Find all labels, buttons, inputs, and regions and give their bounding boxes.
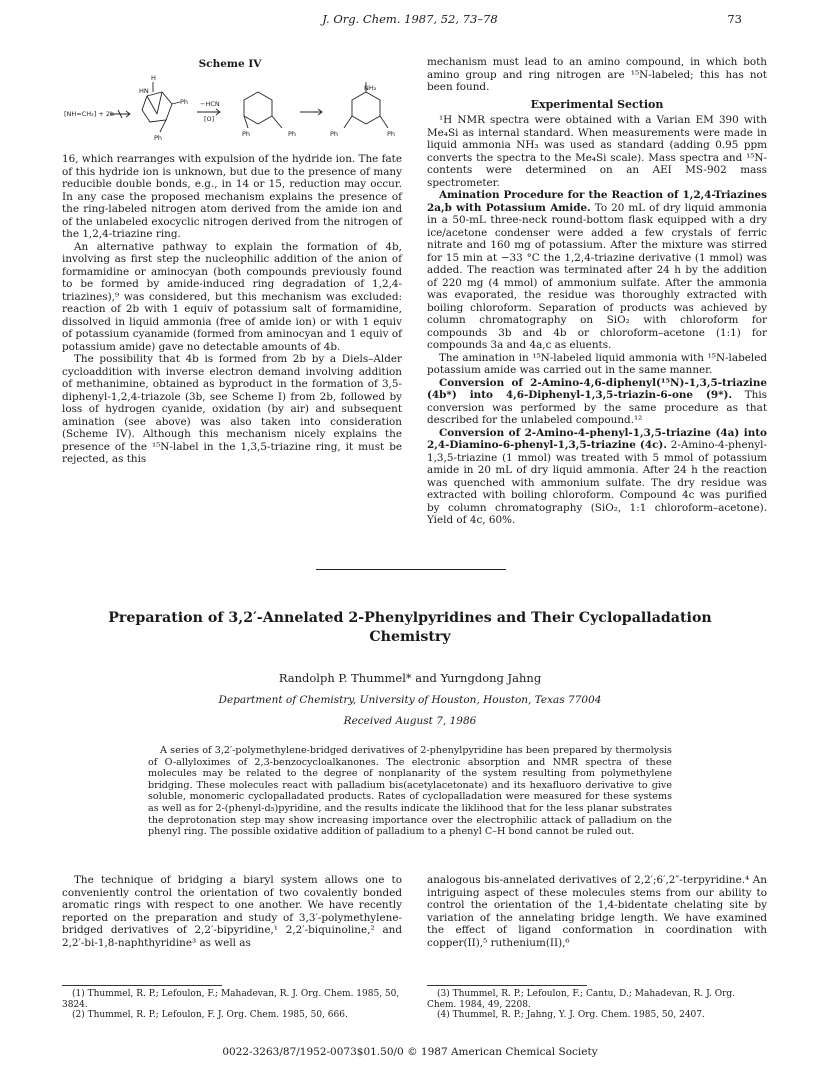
footnote: (4) Thummel, R. P.; Jahng, Y. J. Org. Chem. 1985, 50, 2407. [437, 1010, 705, 1021]
footnotes-left [62, 989, 402, 1021]
footnote: (3) Thummel, R. P.; Lefoulon, F.; Cantu, D.; Mahadevan, R. J. Org. Chem. 1984, 49, 2208. [427, 989, 736, 1010]
run-in-heading: Conversion of 2-Amino-4-phenyl-1,3,5-triazine (4a) into 2,4-Diamino-6-phenyl-1,3,5-triazine (4c). [427, 426, 767, 451]
section-heading: Experimental Section [530, 97, 664, 111]
paragraph: The technique of bridging a biaryl system allows one to conveniently control the orientation of two covalently bonded aromatic rings with respect to one another. We have recently reported on the preparation and study of 3,3′-polymethylene-bridged derivatives of 2,2′-bipyridine,¹ 2,2′-biquinoline,² and 2,2′-bi-1,8-naphthyridine³ as well as [62, 874, 402, 949]
paragraph [427, 189, 767, 352]
paragraph: 16, which rearranges with expulsion of the hydride ion. The fate of this hydride ion is unknown, but due to the presence of many reducible double bonds, e.g., in 14 or 15, reduction may occur. In any case the proposed mechanism explains the presence of the ring-labeled nitrogen atom derived from the amide ion and of the unlabeled exocyclic nitrogen derived from the nitrogen of the 1,2,4-triazine ring. [62, 153, 402, 240]
run-in-heading: Amination Procedure for the Reaction of 1,2,4-Triazines 2a,b with Potassium Amide. [427, 189, 767, 214]
footnotes-right [427, 989, 767, 1021]
paragraph [427, 377, 767, 427]
scheme-reactant-label: [NH=CH₂] + 2b [64, 110, 115, 118]
scheme-ph-label: Ph [242, 130, 251, 138]
footnote: (1) Thummel, R. P.; Lefoulon, F.; Mahadevan, R. J. Org. Chem. 1985, 50, 3824. [62, 989, 400, 1010]
scheme-title: Scheme IV [198, 58, 262, 70]
scheme-hn-label: HN [139, 87, 149, 95]
section-divider [316, 569, 506, 570]
page-number: 73 [727, 12, 742, 26]
footnote-rule [62, 985, 222, 986]
abstract [148, 745, 672, 838]
right-column-text [427, 56, 767, 527]
scheme-ph-label: Ph [288, 130, 297, 138]
footnote-rule [427, 985, 587, 986]
scheme-h-label: H [151, 74, 156, 82]
paragraph-body: This conversion was performed by the same procedure as that described for the unlabeled compound.¹² [427, 389, 767, 426]
run-in-heading: Conversion of 2-Amino-4,6-diphenyl(¹⁵N)-1,3,5-triazine (4b*) into 4,6-Diphenyl-1,3,5-triazin-6-one (9*). [427, 376, 767, 401]
paragraph [427, 427, 767, 527]
received-date: Received August 7, 1986 [343, 715, 477, 727]
paragraph-body: 2-Amino-4-phenyl-1,3,5-triazine (1 mmol) was treated with 5 mmol of potassium amide in 20 mL of dry liquid ammonia. After 24 h the reaction was quenched with ammonium sulfate. The dry residue was extracted with boiling chloroform. Compound 4c was purified by column chromatography (SiO₂, 1:1 chloroform–acetone). Yield of 4c, 60%. [427, 439, 767, 526]
body-left [62, 874, 402, 949]
paragraph: The possibility that 4b is formed from 2b by a Diels–Alder cycloaddition with inverse electron demand involving addition of methanimine, obtained as byproduct in the formation of 3,5-diphenyl-1,2,4-triazole (3b, see Scheme I) from 2b, followed by loss of hydrogen cyanide, oxidation (by air) and subsequent amination (see above) was also taken into consideration (Scheme IV). Although this mechanism nicely explains the presence of the ¹⁵N-label in the 1,3,5-triazine ring, it must be rejected, as this [62, 353, 402, 465]
scheme-step1-label: −HCN [200, 100, 220, 108]
scheme-ph-label: Ph [387, 130, 396, 138]
scheme-ph-label: Ph [330, 130, 339, 138]
paragraph: The amination in ¹⁵N-labeled liquid ammonia with ¹⁵N-labeled potassium amide was carried out in the same manner. [427, 351, 767, 376]
abstract-text: A series of 3,2′-polymethylene-bridged derivatives of 2-phenylpyridine has been prepared by thermolysis of O-allyloximes of 2,3-benzocycloalkanones. The electronic absorption and NMR spectra of these molecules may be related to the degree of nonplanarity of the system resulting from polymethylene bridging. These molecules react with palladium bis(acetylacetonate) and its hexafluoro derivative to give soluble, monomeric cyclopalladated products. Rates of cyclopalladation were measured for these systems as well as for 2-(phenyl-d₅)pyridine, and the results indicate the liklihood that for the less planar substrates the deprotonation step may show increasing importance over the electrophilic attack of palladium on the phenyl ring. The possible oxidative addition of palladium to a phenyl C–H bond cannot be ruled out. [148, 745, 672, 838]
article-affiliation: Department of Chemistry, University of Houston, Houston, Texas 77004 [218, 694, 602, 706]
footnote: (2) Thummel, R. P.; Lefoulon, F. J. Org. Chem. 1985, 50, 666. [72, 1010, 348, 1021]
scheme-nh2-label: NH₂ [364, 84, 377, 92]
article-title: Preparation of 3,2′-Annelated 2-Phenylpyridines and Their Cyclopalladation Chemistry [108, 610, 712, 645]
body-right [427, 874, 767, 949]
paragraph: analogous bis-annelated derivatives of 2,2′;6′,2″-terpyridine.⁴ An intriguing aspect of these molecules stems from our ability to control the orientation of the 1,4-bidentate chelating site by variation of the annelating bridge length. We have examined the effect of ligand conformation in coordination with copper(II),⁵ ruthenium(II),⁶ [427, 874, 767, 949]
left-column-text [62, 153, 402, 466]
paragraph-body: To 20 mL of dry liquid ammonia in a 50-mL three-neck round-bottom flask equipped with a dry ice/acetone condenser were added a few crystals of ferric nitrate and 160 mg of potassium. After the mixture was stirred for 15 min at −33 °C the 1,2,4-triazine derivative (1 mmol) was added. The reaction was terminated after 24 h by the addition of 220 mg (4 mmol) of ammonium sulfate. After the ammonia was evaporated, the residue was thoroughly extracted with boiling chloroform. Separation of products was achieved by column chromatography on SiO₂ with chloroform for compounds 3b and 4b or chloroform–acetone (1:1) for compounds 3a and 4a,c as eluents. [427, 201, 767, 351]
scheme-iv-diagram [62, 70, 407, 155]
copyright-line: 0022-3263/87/1952-0073$01.50/0 © 1987 American Chemical Society [222, 1046, 598, 1058]
article-authors: Randolph P. Thummel* and Yurngdong Jahng [278, 671, 542, 685]
scheme-ph-label: Ph [180, 98, 189, 106]
paragraph: An alternative pathway to explain the formation of 4b, involving as first step the nucleophilic addition of the anion of formamidine or aminocyan (both compounds previously found to be formed by amide-induced ring degradation of 1,2,4-triazines),⁹ was considered, but this mechanism was excluded: reaction of 2b with 1 equiv of potassium salt of formamidine, dissolved in liquid ammonia (free of amide ion) or with 1 equiv of potassium cyanamide (formed from aminocyan and 1 equiv of potassium amide) gave no detectable amounts of 4b. [62, 240, 402, 353]
scheme-step2-label: [O] [204, 115, 215, 123]
scheme-ph-label: Ph [154, 134, 163, 142]
paragraph: mechanism must lead to an amino compound, in which both amino group and ring nitrogen are ¹⁵N-labeled; this has not been found. [427, 56, 767, 93]
running-header: J. Org. Chem. 1987, 52, 73–78 [322, 12, 498, 26]
paragraph: ¹H NMR spectra were obtained with a Varian EM 390 with Me₄Si as internal standard. When measurements were made in liquid ammonia NH₃ was used as standard (adding 0.95 ppm converts the spectra to the Me₄Si scale). Mass spectra and ¹⁵N-contents were determined on an AEI MS-902 mass spectrometer. [427, 114, 767, 189]
